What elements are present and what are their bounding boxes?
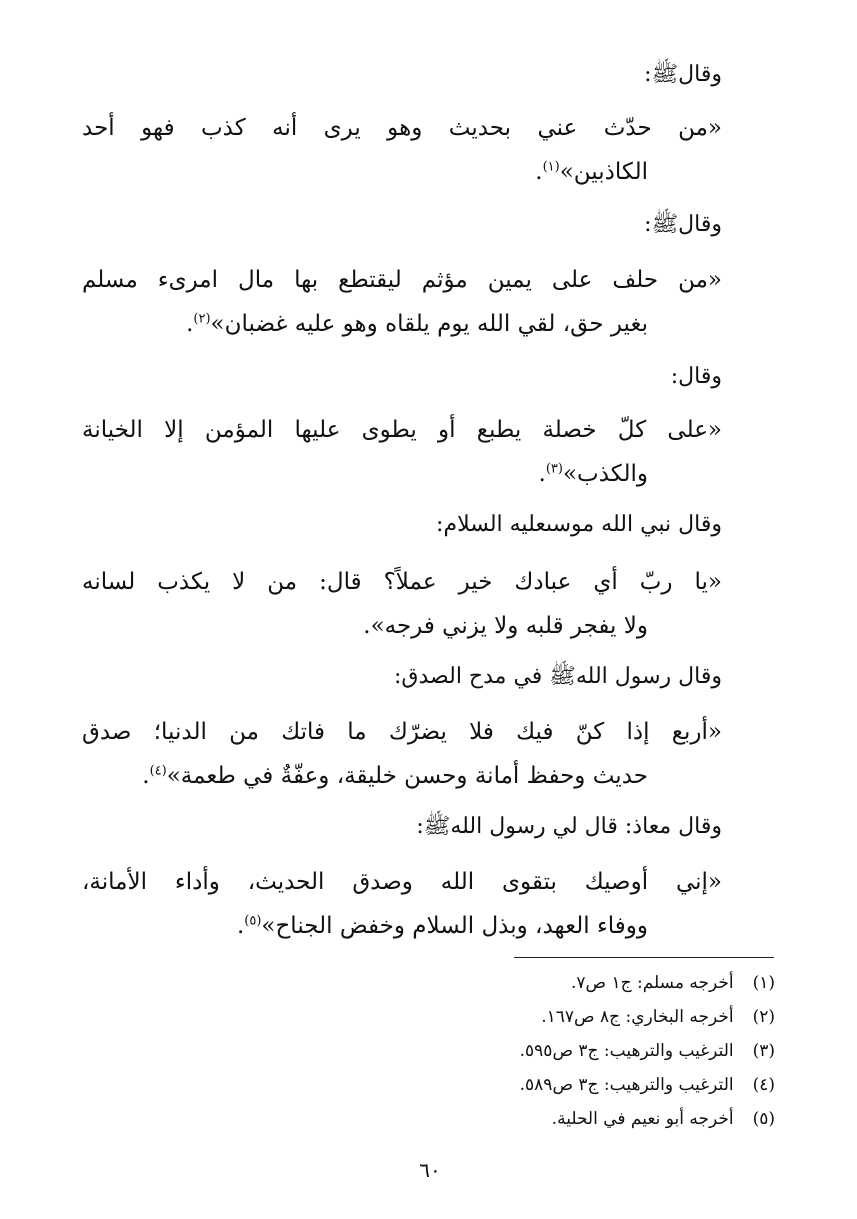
hadith-5-end: . xyxy=(142,763,150,789)
hadith-6-line-2 xyxy=(82,904,722,948)
hadith-4-line-2 xyxy=(82,604,722,648)
hadith-2-line-2-text: بغير حق، لقي الله يوم يلقاه وهو عليه غضبان» xyxy=(210,311,648,337)
intro-line-1: وقالﷺ: xyxy=(644,62,722,87)
hadith-3-line-2-text: والكذب» xyxy=(562,461,648,487)
footnote-ref-1: (١) xyxy=(542,159,560,175)
hadith-5-line-2 xyxy=(82,754,722,798)
footnote-3 xyxy=(520,1039,775,1063)
hadith-1-end: . xyxy=(535,159,543,185)
footnote-2-number: (٢) xyxy=(752,1007,775,1027)
hadith-4-line-2-text: ولا يفجر قلبه ولا يزني فرجه» xyxy=(370,613,648,639)
footnote-5-number: (٥) xyxy=(752,1109,775,1129)
hadith-quote-1 xyxy=(82,106,722,194)
hadith-3-line-1: «على كلّ خصلة يطبع أو يطوى عليها المؤمن إلا الخيانة xyxy=(82,417,722,443)
hadith-2-line-1: «من حلف على يمين مؤثم ليقتطع بها مال امرىء مسلم xyxy=(82,267,722,293)
footnote-1-text: أخرجه مسلم: ج١ ص٧. xyxy=(570,973,734,993)
footnote-3-text: الترغيب والترهيب: ج٣ ص٥٩٥. xyxy=(519,1041,734,1061)
hadith-quote-5 xyxy=(82,710,722,798)
footnote-ref-5: (٤) xyxy=(149,763,167,779)
footnote-1-number: (١) xyxy=(752,973,775,993)
footnote-2 xyxy=(541,1005,775,1029)
intro-line-2: وقالﷺ: xyxy=(644,212,722,237)
footnote-ref-2: (٢) xyxy=(193,311,211,327)
footnote-4 xyxy=(520,1073,775,1097)
intro-line-3: وقال: xyxy=(670,364,722,389)
hadith-6-line-1: «إني أوصيك بتقوى الله وصدق الحديث، وأداء الأمانة، xyxy=(82,869,722,895)
hadith-4-end: . xyxy=(363,613,371,639)
intro-line-6: وقال معاذ: قال لي رسول اللهﷺ: xyxy=(416,814,722,839)
footnote-3-number: (٣) xyxy=(752,1041,775,1061)
footnote-ref-6: (٥) xyxy=(244,913,262,929)
hadith-quote-6 xyxy=(82,860,722,948)
footnote-ref-3: (٣) xyxy=(545,461,563,477)
footnote-2-text: أخرجه البخاري: ج٨ ص١٦٧. xyxy=(541,1007,734,1027)
hadith-1-line-2 xyxy=(82,150,722,194)
hadith-6-line-2-text: ووفاء العهد، وبذل السلام وخفض الجناح» xyxy=(261,913,648,939)
hadith-3-line-2 xyxy=(82,452,722,496)
hadith-2-end: . xyxy=(186,311,194,337)
hadith-1-line-2-text: الكاذبين» xyxy=(559,159,648,185)
hadith-5-line-2-text: حديث وحفظ أمانة وحسن خليقة، وعفّةٌ في طعمة» xyxy=(166,763,648,789)
footnote-4-text: الترغيب والترهيب: ج٣ ص٥٨٩. xyxy=(519,1075,734,1095)
footnote-4-number: (٤) xyxy=(752,1075,775,1095)
footnote-1 xyxy=(571,971,775,995)
hadith-quote-4 xyxy=(82,560,722,648)
hadith-quote-3 xyxy=(82,408,722,496)
intro-line-5: وقال رسول اللهﷺ في مدح الصدق: xyxy=(394,664,722,689)
page-number: ٦٠ xyxy=(419,1158,441,1182)
hadith-5-line-1: «أربع إذا كنّ فيك فلا يضرّك ما فاتك من الدنيا؛ صدق xyxy=(82,719,722,745)
footnote-5-text: أخرجه أبو نعيم في الحلية. xyxy=(551,1109,734,1129)
hadith-1-line-1: «من حدّث عني بحديث وهو يرى أنه كذب فهو أحد xyxy=(82,115,722,141)
footnote-divider xyxy=(514,957,774,958)
hadith-3-end: . xyxy=(538,461,546,487)
hadith-4-line-1: «يا ربّ أي عبادك خير عملاً؟ قال: من لا يكذب لسانه xyxy=(82,569,722,595)
intro-line-4: وقال نبي الله موسىعليه السلام: xyxy=(436,512,722,537)
hadith-2-line-2 xyxy=(82,302,722,346)
hadith-quote-2 xyxy=(82,258,722,346)
footnote-5 xyxy=(552,1107,775,1131)
hadith-6-end: . xyxy=(236,913,245,939)
